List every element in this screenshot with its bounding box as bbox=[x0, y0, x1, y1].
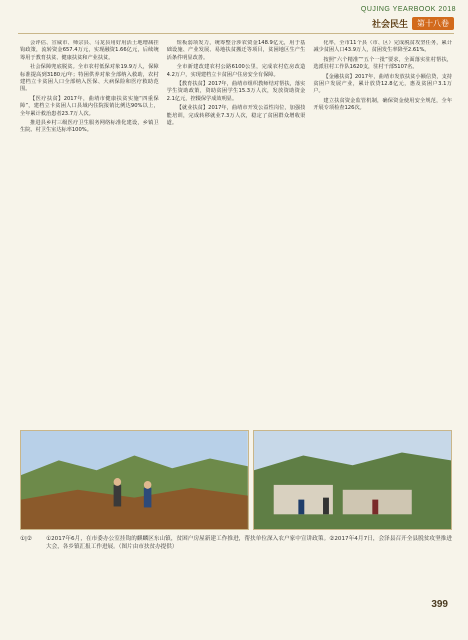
article-columns bbox=[20, 40, 452, 426]
paragraph: 短板弱项发力，统筹整合涉农资金148.9亿元，用于基础设施、产业发展、易地扶贫搬迁等项目，贫困地区生产生活条件明显改善。 bbox=[166, 40, 306, 61]
caption-row bbox=[20, 536, 452, 582]
section-number-badge: 第十八卷 bbox=[412, 17, 454, 30]
header-brand: QUJING YEARBOOK 2018 bbox=[360, 6, 456, 13]
paragraph: 按照“六个精准”“五个一批”要求，全面落实驻村帮扶，选派驻村工作队1620支，驻村干部5107名。 bbox=[313, 56, 453, 71]
photo-2-image bbox=[253, 430, 452, 530]
paragraph: 【金融扶贫】2017年，曲靖市发放扶贫小额信贷，支持贫困户发展产业，累计放贷12.8亿元，惠及贫困户3.1万户。 bbox=[313, 73, 453, 95]
paragraph: 【教育扶贫】2017年，曲靖市组织教师结对帮扶，落实学生资助政策，资助贫困学生15.3万人次，发放资助资金2.1亿元，控辍保学成效明显。 bbox=[166, 81, 306, 102]
column-1 bbox=[20, 40, 159, 426]
column-3 bbox=[313, 40, 452, 426]
photo-1-image bbox=[20, 430, 249, 530]
paragraph: 社会保障兜底脱贫。全市农村低保对象19.9万人，保障标准提高到3180元/年；特困供养对象全部纳入救助，农村建档立卡贫困人口全部纳入医保、大病保险和医疗救助范围。 bbox=[20, 64, 159, 93]
header-rule bbox=[18, 33, 454, 34]
paragraph: 化率，全市11个县（市、区）完成脱贫攻坚任务，累计减少贫困人口43.9万人，贫困发生率降至2.61%。 bbox=[313, 40, 453, 54]
section-name: 社会民生 bbox=[371, 19, 408, 30]
paragraph: 会评估、宣威市、师宗县、马龙县用好用活土地增减挂钩政策，流转资金657.4万元，实现融资1.66亿元，后续统筹用于教育扶贫、健康扶贫和产业扶贫。 bbox=[20, 40, 159, 61]
paragraph: 全市新建改建农村公路6100公里，完成农村危房改造4.2万户，实现建档立卡贫困户住房安全有保障。 bbox=[166, 64, 306, 78]
caption-numbers: ①|② bbox=[20, 536, 32, 542]
paragraph: 【就业扶贫】2017年，曲靖市开发公益性岗位，加强技能培训，完成转移就业7.3万人次，稳定了贫困群众增收渠道。 bbox=[166, 105, 306, 127]
page-number: 399 bbox=[431, 599, 448, 610]
photo-zone bbox=[20, 430, 452, 530]
paragraph: 建立扶贫资金监管机制，确保资金使用安全规范，全年开展专项检查126次。 bbox=[313, 97, 453, 112]
column-2 bbox=[167, 40, 306, 426]
header-title bbox=[372, 16, 454, 30]
paragraph: 【医疗扶贫】2017年，曲靖市健康扶贫实施“四重保障”，建档立卡贫困人口县域内住院报销比例达90%以上，全年累计救治患者23.7万人次。 bbox=[20, 95, 159, 117]
caption-text: ①2017年6月，在市委办公室挂钩的麒麟区东山镇，贫困户房屋新建工作推进，帮扶单位深入农户家中宣讲政策。②2017年4月7日，会泽县召开全县脱贫攻坚推进大会，各乡镇汇报工作进展。（图片由市扶贫办提供） bbox=[46, 536, 452, 550]
paragraph: 推进县乡村三级医疗卫生服务网络标准化建设，乡镇卫生院、村卫生室达标率100%。 bbox=[20, 120, 159, 134]
